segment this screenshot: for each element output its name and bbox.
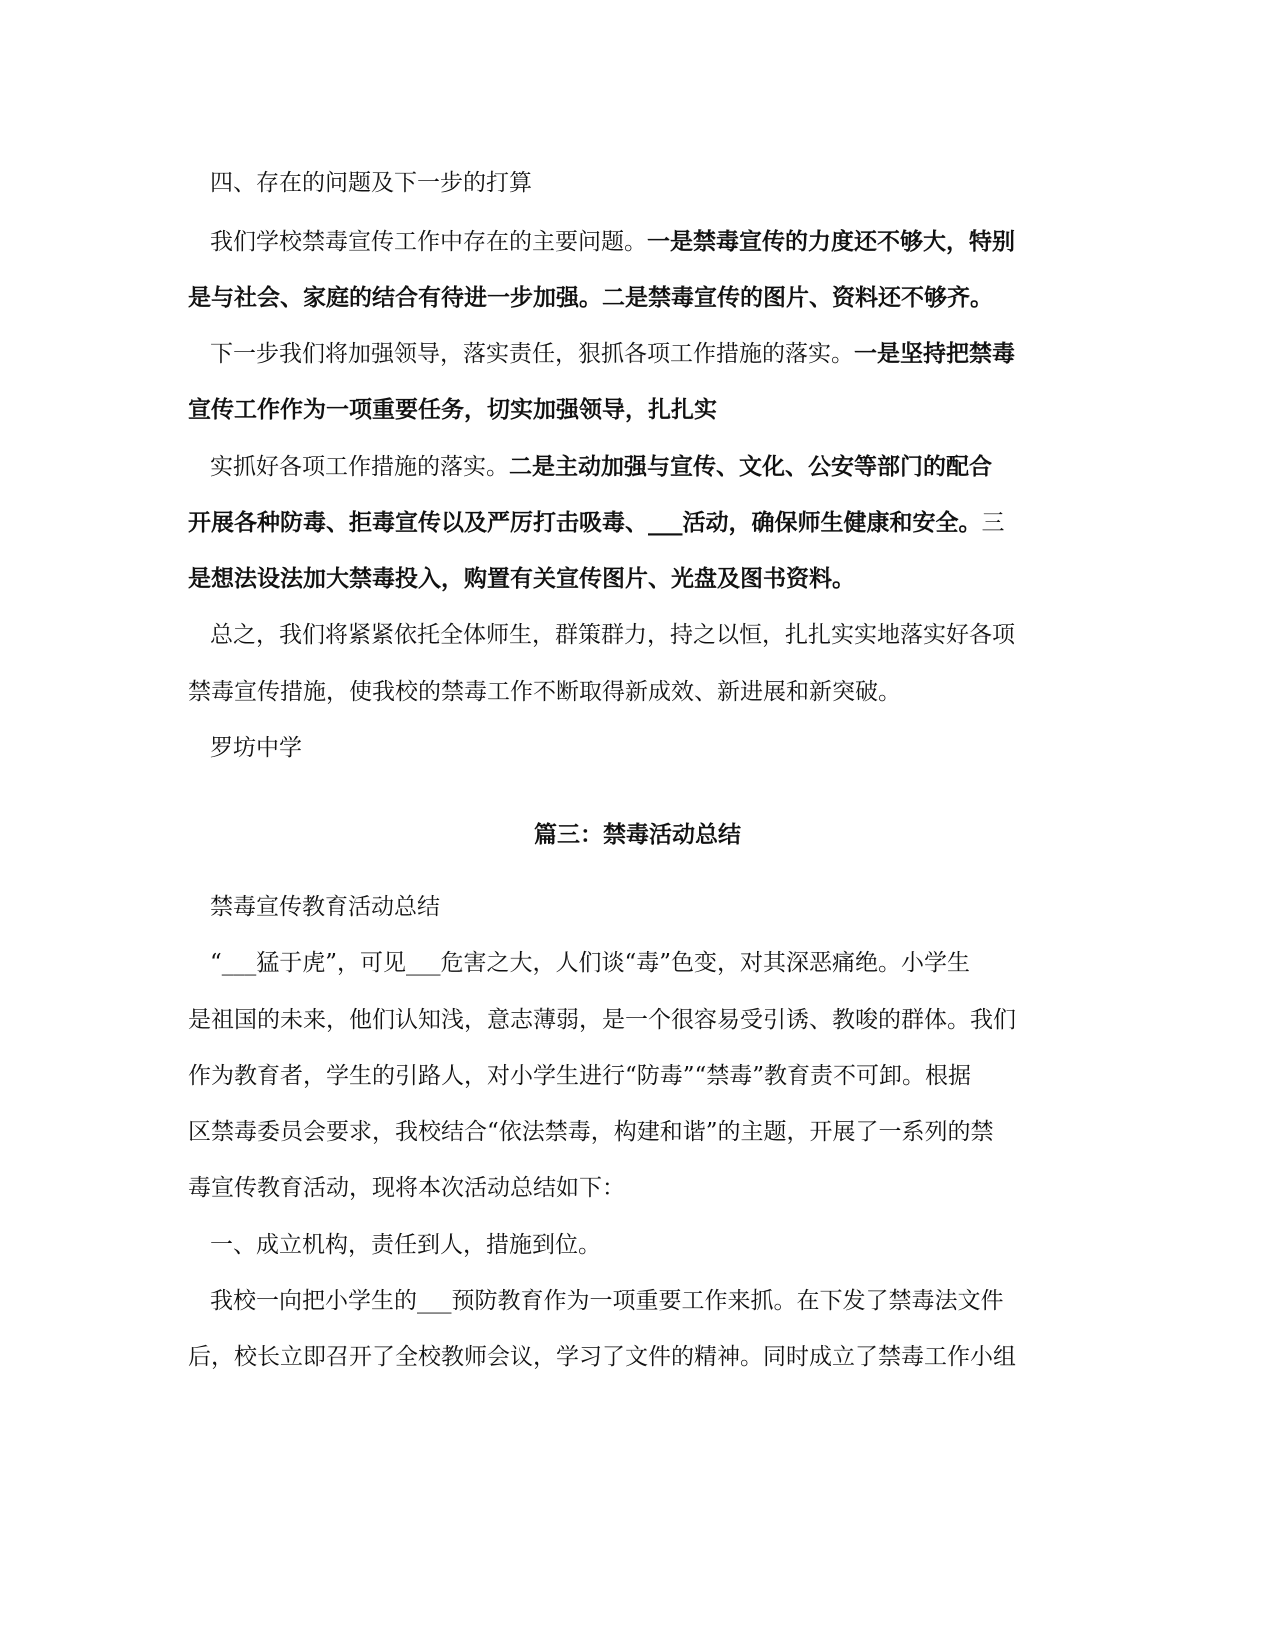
text-run: 实抓好各项工作措施的落实。	[210, 454, 509, 480]
section-heading: 四、存在的问题及下一步的打算	[210, 170, 532, 196]
paragraph-line: “___猛于虎”，可见___危害之大，人们谈“毒”色变，对其深恶痛绝。小学生	[210, 950, 971, 976]
text-run: 三	[981, 510, 1005, 536]
paragraph-line	[188, 508, 1088, 538]
paragraph-line: 作为教育者，学生的引路人，对小学生进行“防毒”“禁毒”教育责不可卸。根据	[188, 1063, 972, 1089]
paragraph-line	[210, 339, 1110, 369]
paragraph-line: 禁毒宣传措施，使我校的禁毒工作不断取得新成效、新进展和新突破。	[188, 679, 901, 705]
signature: 罗坊中学	[210, 735, 302, 761]
paragraph-line: 后，校长立即召开了全校教师会议，学习了文件的精神。同时成立了禁毒工作小组	[188, 1344, 1016, 1370]
subtitle: 禁毒宣传教育活动总结	[210, 894, 440, 920]
paragraph-line: 是想法设法加大禁毒投入，购置有关宣传图片、光盘及图书资料。	[188, 565, 855, 592]
text-run: 下一步我们将加强领导，落实责任，狠抓各项工作措施的落实。	[210, 341, 854, 367]
bold-text-run: 一是坚持把禁毒	[854, 340, 1015, 367]
paragraph-line: 总之，我们将紧紧依托全体师生，群策群力，持之以恒，扎扎实实地落实好各项	[210, 622, 1015, 648]
section-heading: 一、成立机构，责任到人，措施到位。	[210, 1232, 601, 1258]
paragraph-line: 是与社会、家庭的结合有待进一步加强。二是禁毒宣传的图片、资料还不够齐。	[188, 284, 993, 311]
paragraph-line: 区禁毒委员会要求，我校结合“依法禁毒，构建和谐”的主题，开展了一系列的禁	[188, 1119, 994, 1145]
bold-text-run: 一是禁毒宣传的力度还不够大，特别	[647, 228, 1015, 255]
section-title: 篇三：禁毒活动总结	[534, 821, 741, 848]
paragraph-line	[210, 452, 1110, 482]
paragraph-line: 毒宣传教育活动，现将本次活动总结如下：	[188, 1175, 625, 1201]
text-run: 我们学校禁毒宣传工作中存在的主要问题。	[210, 229, 647, 255]
paragraph-line: 我校一向把小学生的___预防教育作为一项重要工作来抓。在下发了禁毒法文件	[210, 1288, 1004, 1314]
paragraph-line: 宣传工作作为一项重要任务，切实加强领导，扎扎实	[188, 396, 717, 423]
bold-text-run: 二是主动加强与宣传、文化、公安等部门的配合	[509, 453, 992, 480]
bold-text-run: 开展各种防毒、拒毒宣传以及严厉打击吸毒、___活动，确保师生健康和安全。	[188, 509, 982, 536]
paragraph-line: 是祖国的未来，他们认知浅，意志薄弱，是一个很容易受引诱、教唆的群体。我们	[188, 1007, 1016, 1033]
paragraph-line	[210, 227, 1110, 257]
